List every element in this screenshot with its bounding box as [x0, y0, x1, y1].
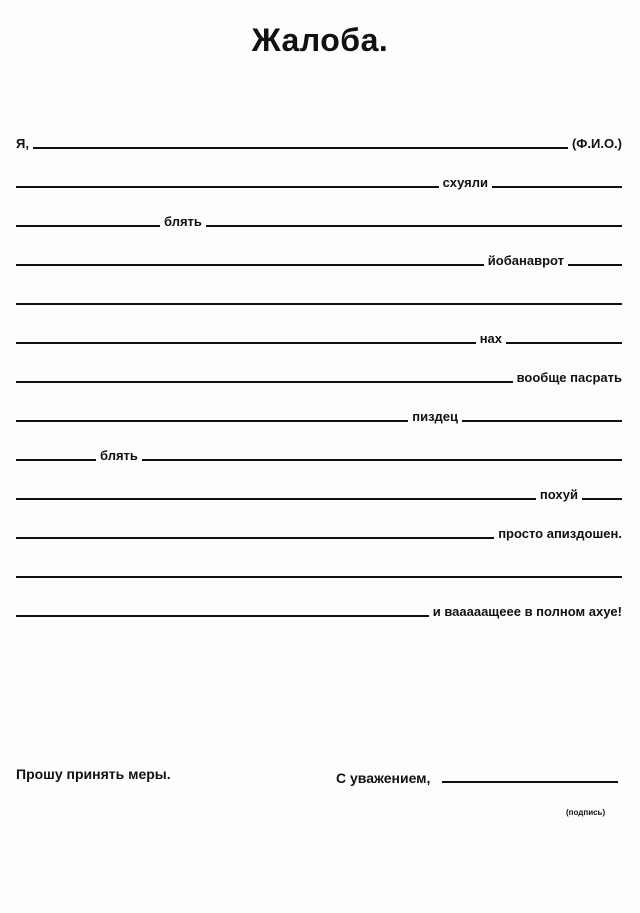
blank-line[interactable] — [16, 264, 484, 266]
blank-line[interactable] — [16, 615, 429, 617]
form-row — [16, 483, 622, 503]
form-text: и вааааащеее в полном ахуе! — [432, 604, 622, 619]
form-row — [16, 210, 622, 230]
blank-line[interactable] — [568, 264, 622, 266]
signature-line[interactable] — [442, 781, 618, 783]
blank-line[interactable] — [206, 225, 622, 227]
form-text: (Ф.И.О.) — [571, 136, 622, 151]
blank-line[interactable] — [16, 225, 160, 227]
blank-line[interactable] — [16, 459, 96, 461]
blank-line[interactable] — [16, 420, 408, 422]
regards-row — [336, 766, 618, 786]
form-text: Я, — [16, 136, 29, 151]
blank-line[interactable] — [16, 537, 494, 539]
regards-text: С уважением, — [336, 770, 431, 786]
form-row — [16, 327, 622, 347]
form-text: пиздец — [412, 409, 458, 424]
form-text: блять — [100, 448, 138, 463]
blank-line[interactable] — [506, 342, 622, 344]
form-text: похуй — [539, 487, 578, 502]
blank-line[interactable] — [16, 186, 439, 188]
signature-note: (подпись) — [566, 808, 606, 817]
form-row — [16, 132, 622, 152]
form-text: схуяли — [442, 175, 488, 190]
form-row — [16, 366, 622, 386]
form-row — [16, 600, 622, 620]
page-title: Жалоба. — [251, 22, 389, 58]
form-text: вообще пасрать — [516, 370, 622, 385]
blank-line[interactable] — [142, 459, 622, 461]
form-row — [16, 405, 622, 425]
blank-line[interactable] — [16, 303, 622, 305]
form-row — [16, 171, 622, 191]
form-text: просто апиздошен. — [498, 526, 622, 541]
request-text: Прошу принять меры. — [16, 766, 171, 782]
blank-line[interactable] — [492, 186, 622, 188]
blank-line[interactable] — [33, 147, 568, 149]
form-row — [16, 444, 622, 464]
blank-line[interactable] — [16, 498, 536, 500]
blank-line[interactable] — [462, 420, 622, 422]
blank-line[interactable] — [16, 576, 622, 578]
form-row — [16, 288, 622, 308]
form-text: йобанаврот — [487, 253, 564, 268]
form-text: блять — [164, 214, 202, 229]
blank-line[interactable] — [16, 381, 513, 383]
form-row — [16, 522, 622, 542]
form-row — [16, 249, 622, 269]
blank-line[interactable] — [582, 498, 622, 500]
blank-line[interactable] — [16, 342, 476, 344]
form-text: нах — [479, 331, 502, 346]
form-row — [16, 561, 622, 581]
